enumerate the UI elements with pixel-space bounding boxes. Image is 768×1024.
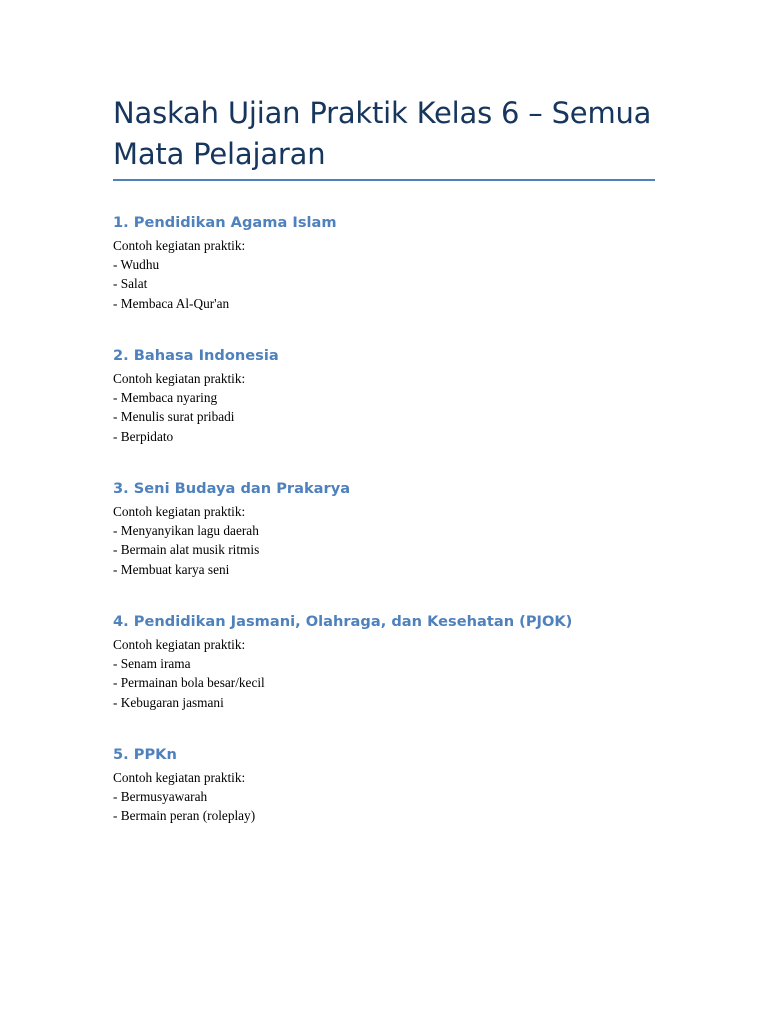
activity-list [113,654,673,712]
section-intro: Contoh kegiatan praktik: [113,504,246,519]
activity-item: - Bermain peran (roleplay) [113,808,256,824]
activity-item: - Salat [113,276,148,292]
activity-item: - Kebugaran jasmani [113,694,224,710]
title-underline [113,179,655,181]
document-title: Naskah Ujian Praktik Kelas 6 – Semua Mata Pelajaran [113,96,652,171]
activity-list [113,255,673,313]
section-bahasa-indonesia [113,346,673,446]
section-intro: Contoh kegiatan praktik: [113,371,246,386]
section-intro: Contoh kegiatan praktik: [113,637,246,652]
activity-item: - Membaca Al-Qur'an [113,295,230,311]
activity-list [113,787,673,825]
activity-item: - Membaca nyaring [113,390,218,406]
section-agama-islam [113,213,673,313]
activity-item: - Menulis surat pribadi [113,409,235,425]
section-heading: 3. Seni Budaya dan Prakarya [113,480,351,497]
activity-item: - Senam irama [113,656,191,672]
activity-item: - Wudhu [113,257,160,273]
section-heading: 2. Bahasa Indonesia [113,347,279,364]
section-pjok [113,612,673,712]
activity-item: - Permainan bola besar/kecil [113,675,265,691]
activity-item: - Membuat karya seni [113,561,230,577]
section-heading: 1. Pendidikan Agama Islam [113,214,337,231]
activity-item: - Berpidato [113,428,174,444]
section-heading: 5. PPKn [113,746,177,763]
activity-list [113,521,673,579]
activity-item: - Bermain alat musik ritmis [113,542,260,558]
activity-item: - Menyanyikan lagu daerah [113,523,259,539]
section-seni-budaya [113,479,673,579]
section-heading: 4. Pendidikan Jasmani, Olahraga, dan Kesehatan (PJOK) [113,613,573,630]
activity-list [113,388,673,446]
activity-item: - Bermusyawarah [113,789,208,805]
section-ppkn [113,745,673,826]
section-intro: Contoh kegiatan praktik: [113,238,246,253]
section-intro: Contoh kegiatan praktik: [113,770,246,785]
